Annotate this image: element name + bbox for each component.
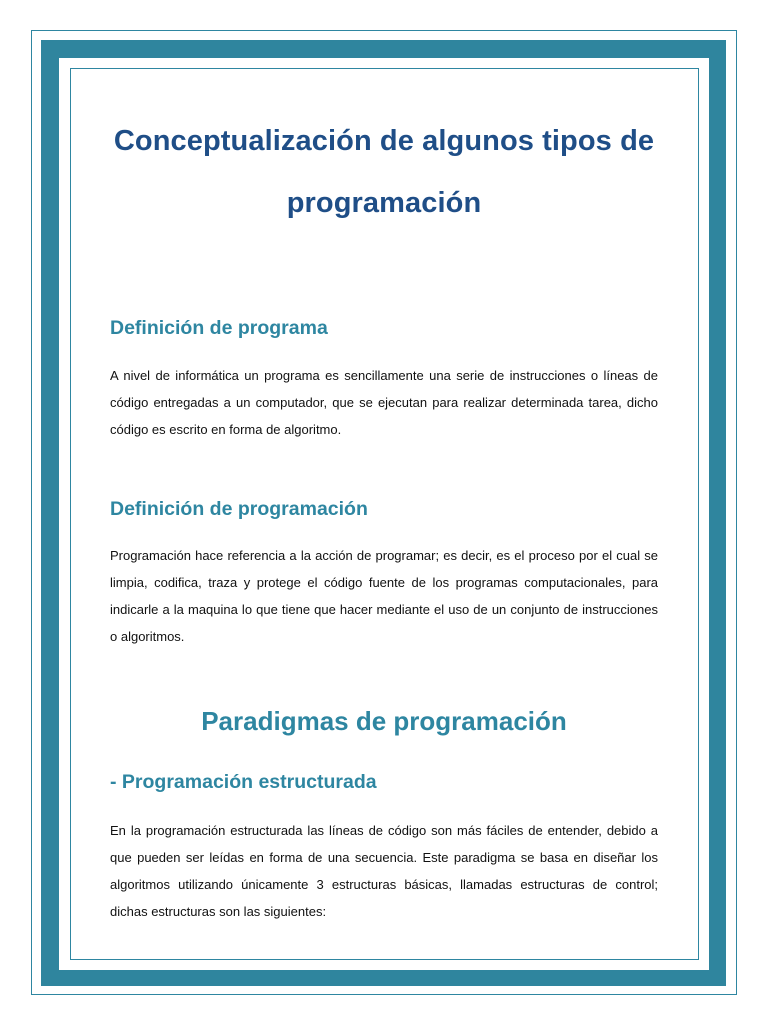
section-paragraph-programming-definition: Programación hace referencia a la acción de programar; es decir, es el proceso por el cual se limpia, codifica, traza y protege el código fuente de los programas computacionales, para indicarle a la maquina lo que tiene que hacer mediante el uso de un conjunto de instrucciones o algoritmos. [110,548,658,644]
section-heading-structured-programming: - Programación estructurada [110,771,377,793]
document-content [110,110,658,919]
document-title: Conceptualización de algunos tipos de programación [113,125,655,219]
section-paragraph-structured-programming: En la programación estructurada las líneas de código son más fáciles de entender, debido a que pueden ser leídas en forma de una secuencia. Este paradigma se basa en diseñar los algoritmos utilizando únicamente 3 estructuras básicas, llamadas estructuras de control; dichas estructuras son las siguientes: [110,823,658,919]
section-paragraph-program-definition: A nivel de informática un programa es sencillamente una serie de instrucciones o líneas de código entregadas a un computador, que se ejecutan para realizar determinada tarea, dicho código es escrito en forma de algoritmo. [110,368,658,437]
section-heading-programming-definition: Definición de programación [110,498,368,520]
paradigms-heading: Paradigmas de programación [201,706,567,736]
section-heading-program-definition: Definición de programa [110,317,328,339]
